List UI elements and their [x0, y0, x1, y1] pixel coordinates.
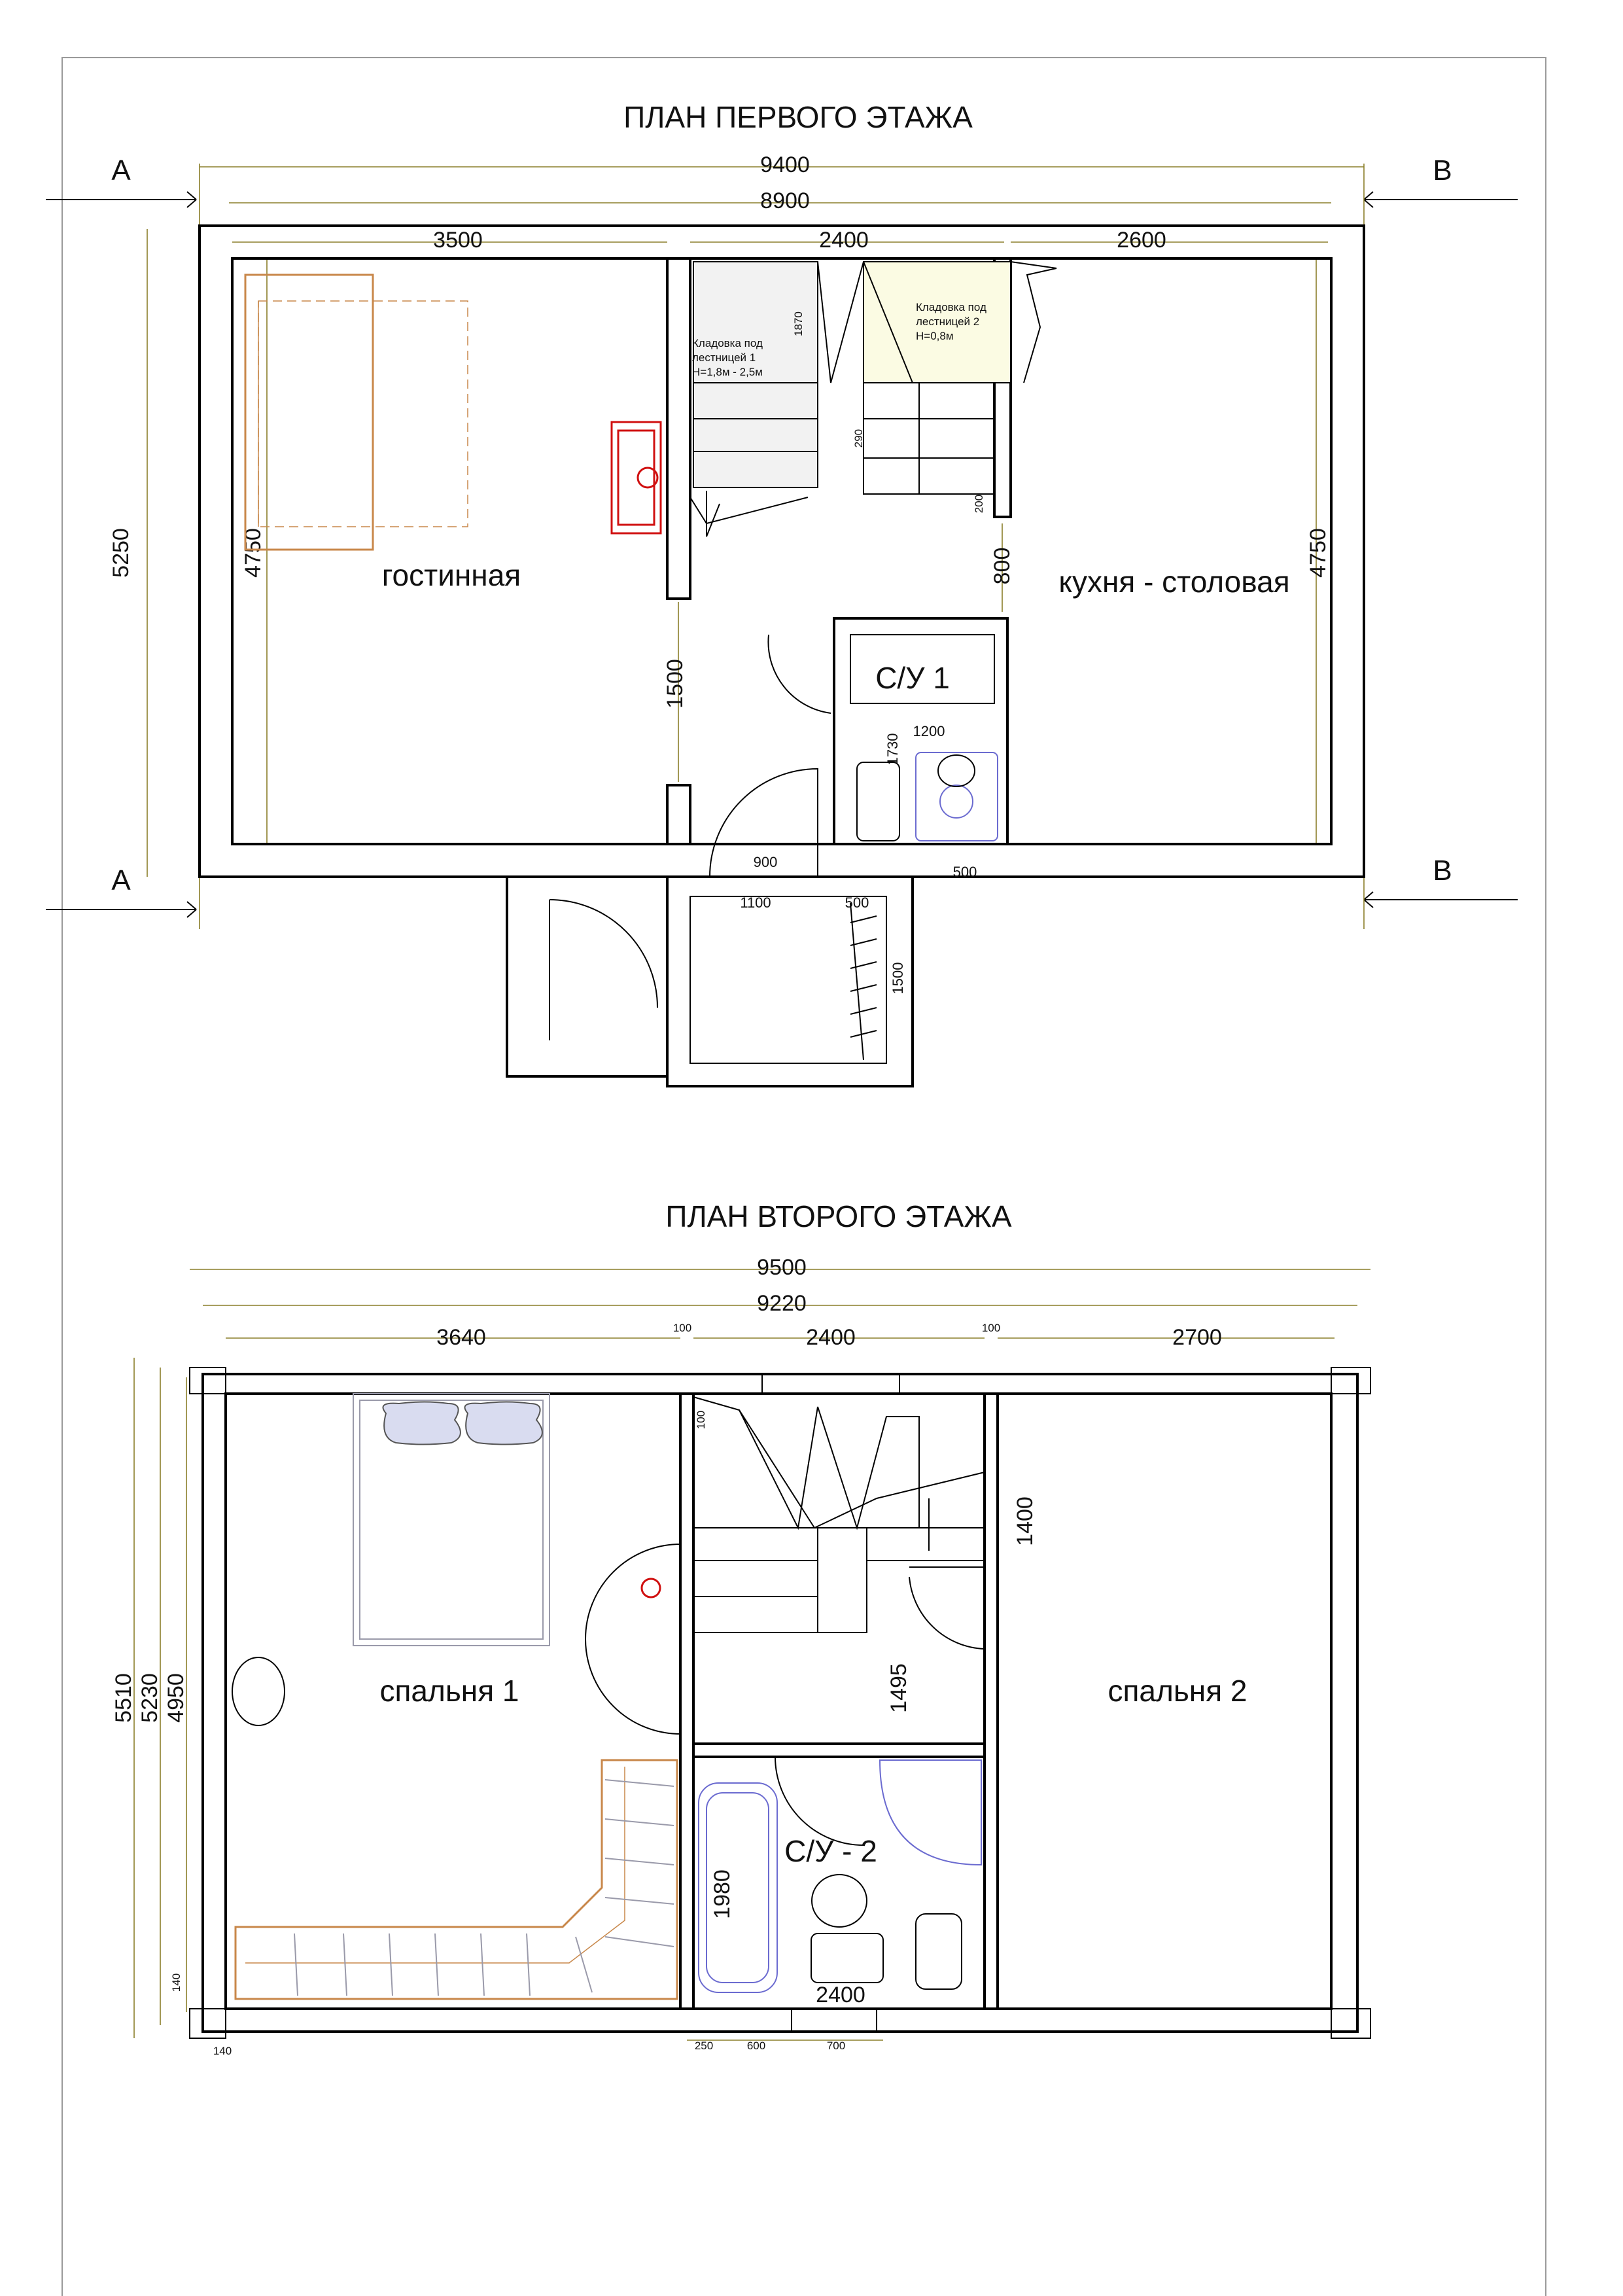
dim-middle-2: 2400: [806, 1325, 856, 1350]
stair-arrow: [707, 491, 720, 537]
dim-wall-b: 100: [981, 1322, 1001, 1334]
storage2-line1: Кладовка под: [916, 301, 986, 313]
dim-right-room: 2600: [1117, 228, 1166, 253]
bath2-dim-1980: 1980: [710, 1869, 735, 1919]
partition-left-2: [680, 1394, 693, 2009]
stair-winder: [818, 262, 864, 383]
partition-left-upper: [667, 258, 690, 599]
staircase-2: [693, 1397, 985, 1633]
dim-height-left: 4750: [241, 528, 266, 578]
storage2-line2: лестницей 2: [916, 315, 980, 328]
room-bedroom-2: спальня 2: [1108, 1674, 1248, 1708]
dim-opening-kitchen: 800: [990, 547, 1015, 585]
double-bed: [353, 1394, 550, 1646]
dim-height-right: 4750: [1306, 528, 1331, 578]
door-swing-bath: [768, 635, 831, 713]
bath-dim-500: 500: [952, 864, 977, 880]
storage2-line3: H=0,8м: [916, 330, 954, 342]
room-bedroom-1: спальня 1: [379, 1674, 519, 1708]
room-bath-2: С/У - 2: [784, 1834, 877, 1868]
stair-dim-1870: 1870: [792, 311, 805, 336]
dim-left-room: 3500: [433, 228, 483, 253]
partition-bath-top: [693, 1744, 985, 1757]
bottom-dim-250: 250: [694, 2040, 714, 2052]
person-icon: [232, 1657, 285, 1725]
section-marker-b-top: В: [1433, 154, 1452, 186]
dim-height-outer: 5250: [109, 528, 133, 578]
door-swing-bath2: [775, 1757, 864, 1845]
dim-height-mid-2: 5230: [137, 1673, 162, 1723]
dim-140-left: 140: [170, 1973, 183, 1992]
porch-door-swing: [550, 900, 657, 1008]
bath-dim-1730: 1730: [884, 733, 901, 766]
washbasin-icon: [916, 752, 998, 841]
door-swing-bed1: [585, 1544, 680, 1734]
door-dim-900: 900: [753, 854, 778, 870]
room-bath-1: С/У 1: [875, 661, 950, 695]
section-marker-b-bottom: В: [1433, 855, 1452, 887]
second-floor-title: ПЛАН ВТОРОГО ЭТАЖА: [665, 1199, 1012, 1233]
washbasin-icon: [811, 1934, 883, 1983]
bath2-dim-2400: 2400: [816, 1983, 865, 2007]
storage1-line1: Кладовка под: [692, 337, 763, 349]
dim-overall-2: 9500: [757, 1255, 807, 1280]
first-floor-title: ПЛАН ПЕРВОГО ЭТАЖА: [623, 100, 973, 134]
room-living: гостинная: [381, 558, 521, 592]
bottom-dim-700: 700: [826, 2040, 846, 2052]
stair-dim-200: 200: [973, 494, 985, 514]
dim-100-stair: 100: [695, 1410, 707, 1430]
window-bath: [792, 2009, 877, 2032]
window: [762, 1374, 899, 1394]
second-floor-plan: [111, 1199, 1370, 2057]
stair-dim-290: 290: [852, 429, 865, 448]
stove-inner: [618, 431, 654, 525]
dim-middle: 2400: [819, 228, 869, 253]
vestibule-dim-1500: 1500: [890, 962, 906, 995]
corner-shower-icon: [880, 1760, 981, 1865]
dim-wall-a: 100: [672, 1322, 692, 1334]
door-swing-bed2: [909, 1577, 985, 1649]
dim-height-outer-2: 5510: [111, 1673, 136, 1723]
section-marker-a-top: А: [111, 154, 131, 186]
partition-right-2: [985, 1394, 998, 2009]
dim-140-bottom: 140: [213, 2045, 232, 2057]
room-kitchen: кухня - столовая: [1058, 565, 1290, 599]
stair-arrow: [690, 497, 808, 523]
sink-bowl-icon: [940, 785, 973, 818]
sofa: [245, 275, 373, 550]
dim-left-room-2: 3640: [436, 1325, 486, 1350]
storage1-line3: H=1,8м - 2,5м: [692, 366, 763, 378]
vestibule-dim-1100: 1100: [740, 894, 771, 911]
vestibule: [667, 877, 913, 1086]
vestibule-dim-500: 500: [845, 894, 869, 911]
bottom-dim-600: 600: [746, 2040, 766, 2052]
dim-inner-2: 9220: [757, 1291, 807, 1316]
chimney-icon: [642, 1579, 660, 1597]
toilet-icon: [857, 762, 899, 841]
dim-1400: 1400: [1013, 1496, 1038, 1546]
stair-lower-steps: [864, 383, 994, 494]
dim-inner: 8900: [760, 188, 810, 213]
wardrobe-hangers: [850, 903, 877, 1060]
bath-dim-1200: 1200: [913, 723, 945, 739]
toilet-icon: [916, 1914, 962, 1989]
person-icon: [938, 755, 975, 786]
person-icon: [812, 1875, 867, 1927]
storage1-line2: лестницей 1: [692, 351, 756, 364]
dim-right-room-2: 2700: [1172, 1325, 1222, 1350]
first-floor-plan: [46, 100, 1518, 1086]
partition-left-lower: [667, 785, 690, 844]
sofa-unfolded: [258, 301, 468, 527]
wardrobe: [236, 1760, 677, 1999]
dim-overall: 9400: [760, 152, 810, 177]
stair-arrow: [1011, 262, 1056, 383]
dim-opening-living: 1500: [663, 659, 688, 709]
section-marker-a-bottom: А: [111, 864, 131, 896]
dim-1495: 1495: [886, 1663, 911, 1713]
dim-height-inner-2: 4950: [164, 1673, 188, 1723]
